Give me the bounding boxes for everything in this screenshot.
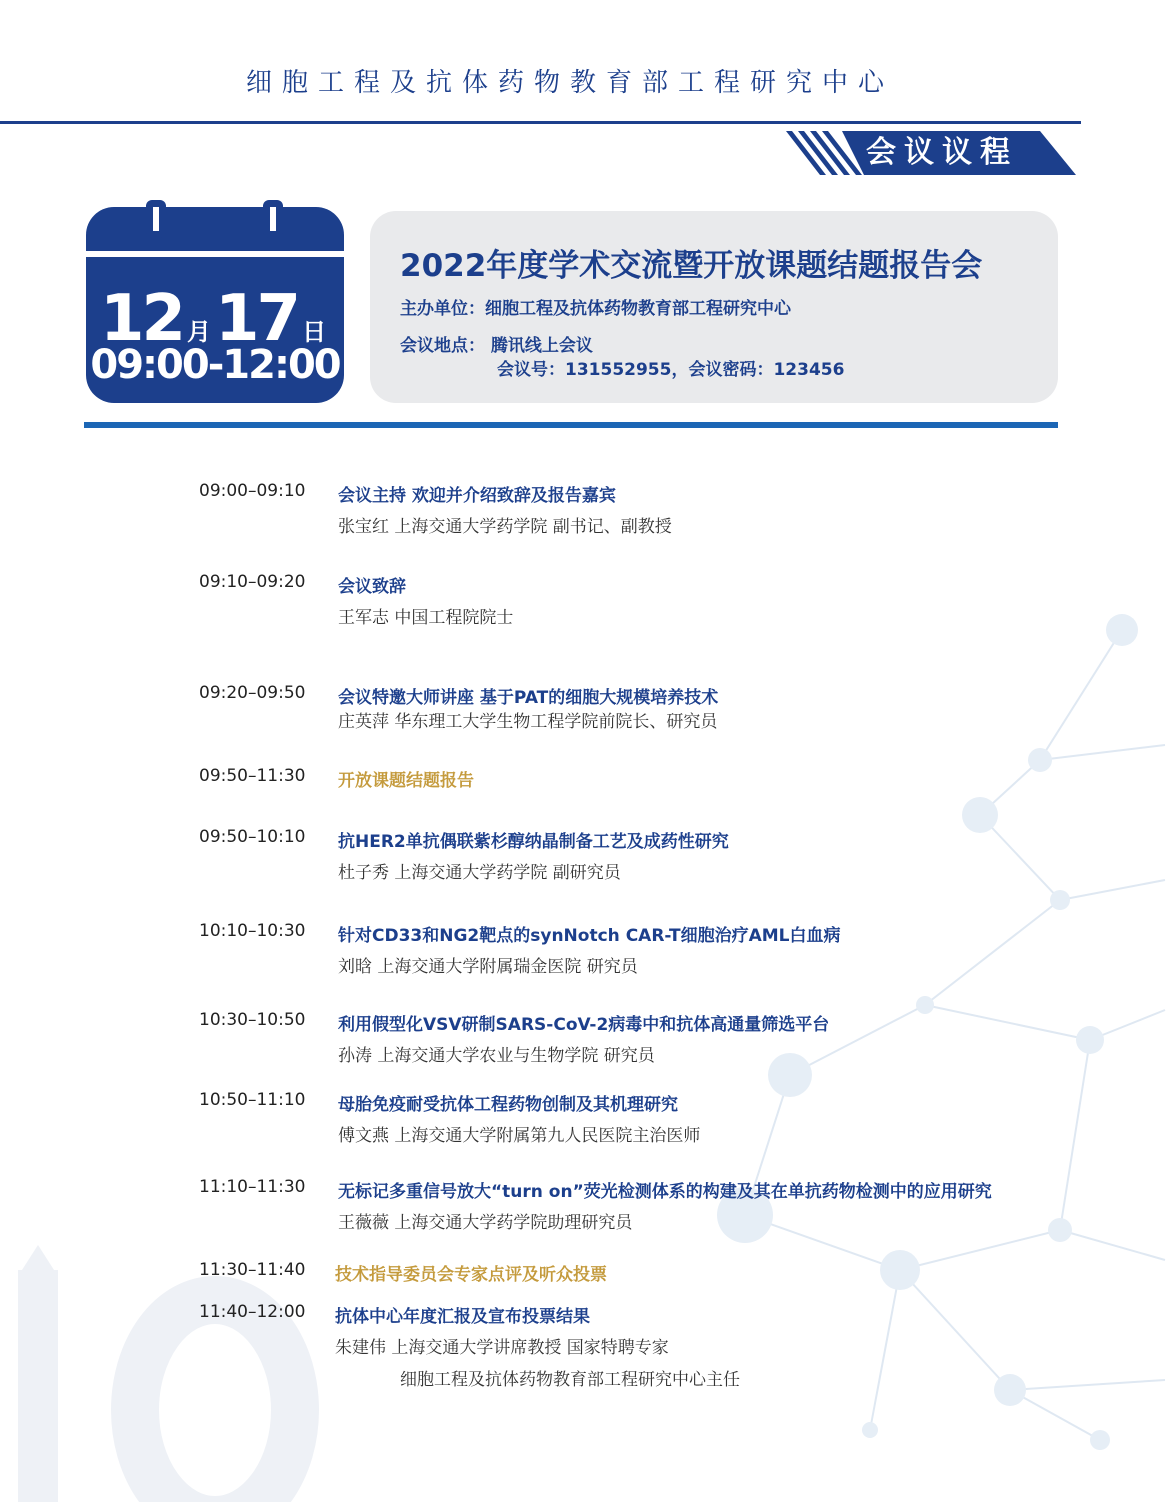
meeting-id-line: 会议号：131552955，会议密码：123456 xyxy=(497,360,845,380)
agenda-title: 无标记多重信号放大“turn on”荧光检测体系的构建及其在单抗药物检测中的应用研究 xyxy=(338,1182,992,1202)
agenda-title: 利用假型化VSV研制SARS-CoV-2病毒中和抗体高通量筛选平台 xyxy=(338,1015,830,1035)
agenda-title: 会议致辞 xyxy=(338,577,406,597)
agenda-time: 09:00–09:10 xyxy=(199,481,306,501)
organizer-line xyxy=(400,294,791,319)
agenda-speaker: 孙涛 上海交通大学农业与生物学院 研究员 xyxy=(338,1046,655,1066)
calendar-ring-right-icon xyxy=(263,200,283,238)
agenda-speaker: 张宝红 上海交通大学药学院 副书记、副教授 xyxy=(338,517,672,537)
agenda-title: 会议主持 欢迎并介绍致辞及报告嘉宾 xyxy=(338,486,616,506)
agenda-speaker: 朱建伟 上海交通大学讲席教授 国家特聘专家 xyxy=(335,1338,669,1358)
venue-value: 腾讯线上会议 xyxy=(490,336,593,356)
agenda-time: 11:10–11:30 xyxy=(199,1177,306,1197)
agenda-section-title: 技术指导委员会专家点评及听众投票 xyxy=(335,1265,607,1285)
venue-label: 会议地点： xyxy=(400,336,485,356)
agenda-title: 抗HER2单抗偶联紫杉醇纳晶制备工艺及成药性研究 xyxy=(338,832,729,852)
agenda-time: 09:10–09:20 xyxy=(199,572,306,592)
agenda-speaker: 傅文燕 上海交通大学附属第九人民医院主治医师 xyxy=(338,1126,701,1146)
agenda-time: 09:20–09:50 xyxy=(199,683,306,703)
agenda-title: 抗体中心年度汇报及宣布投票结果 xyxy=(335,1307,590,1327)
venue-line xyxy=(400,331,593,356)
agenda-time: 09:50–10:10 xyxy=(199,827,306,847)
agenda-title: 针对CD33和NG2靶点的synNotch CAR-T细胞治疗AML白血病 xyxy=(338,926,841,946)
organizer-label: 主办单位： xyxy=(400,299,485,319)
calendar-month: 12 xyxy=(99,282,183,356)
agenda-speaker: 杜子秀 上海交通大学药学院 副研究员 xyxy=(338,863,621,883)
calendar-ring-left-icon xyxy=(146,200,166,238)
calendar-time-range: 09:00-12:00 xyxy=(90,342,340,388)
section-title: 会议议程 xyxy=(866,135,1018,170)
calendar-month-label: 月 xyxy=(187,318,211,346)
agenda-section-title: 开放课题结题报告 xyxy=(338,771,474,791)
calendar-day: 17 xyxy=(215,282,299,356)
agenda-speaker: 王军志 中国工程院院士 xyxy=(338,608,514,628)
agenda-speaker: 庄英萍 华东理工大学生物工程学院前院长、研究员 xyxy=(338,712,718,732)
section-divider xyxy=(84,422,1058,428)
header-divider xyxy=(0,121,1081,124)
agenda-time: 11:40–12:00 xyxy=(199,1302,306,1322)
agenda-title: 会议特邀大师讲座 基于PAT的细胞大规模培养技术 xyxy=(338,688,719,708)
agenda-title: 母胎免疫耐受抗体工程药物创制及其机理研究 xyxy=(338,1095,678,1115)
agenda-time: 10:50–11:10 xyxy=(199,1090,306,1110)
agenda-time: 10:30–10:50 xyxy=(199,1010,306,1030)
agenda-time: 11:30–11:40 xyxy=(199,1260,306,1280)
agenda-time: 10:10–10:30 xyxy=(199,921,306,941)
organizer-value: 细胞工程及抗体药物教育部工程研究中心 xyxy=(485,299,791,319)
meeting-title: 2022年度学术交流暨开放课题结题报告会 xyxy=(400,248,983,284)
calendar-day-label: 日 xyxy=(302,318,327,346)
header-organization-name: 细胞工程及抗体药物教育部工程研究中心 xyxy=(245,68,894,98)
agenda-speaker: 刘晗 上海交通大学附属瑞金医院 研究员 xyxy=(338,957,638,977)
agenda-time: 09:50–11:30 xyxy=(199,766,306,786)
agenda-speaker-title: 细胞工程及抗体药物教育部工程研究中心主任 xyxy=(400,1370,740,1390)
agenda-speaker: 王薇薇 上海交通大学药学院助理研究员 xyxy=(338,1213,633,1233)
